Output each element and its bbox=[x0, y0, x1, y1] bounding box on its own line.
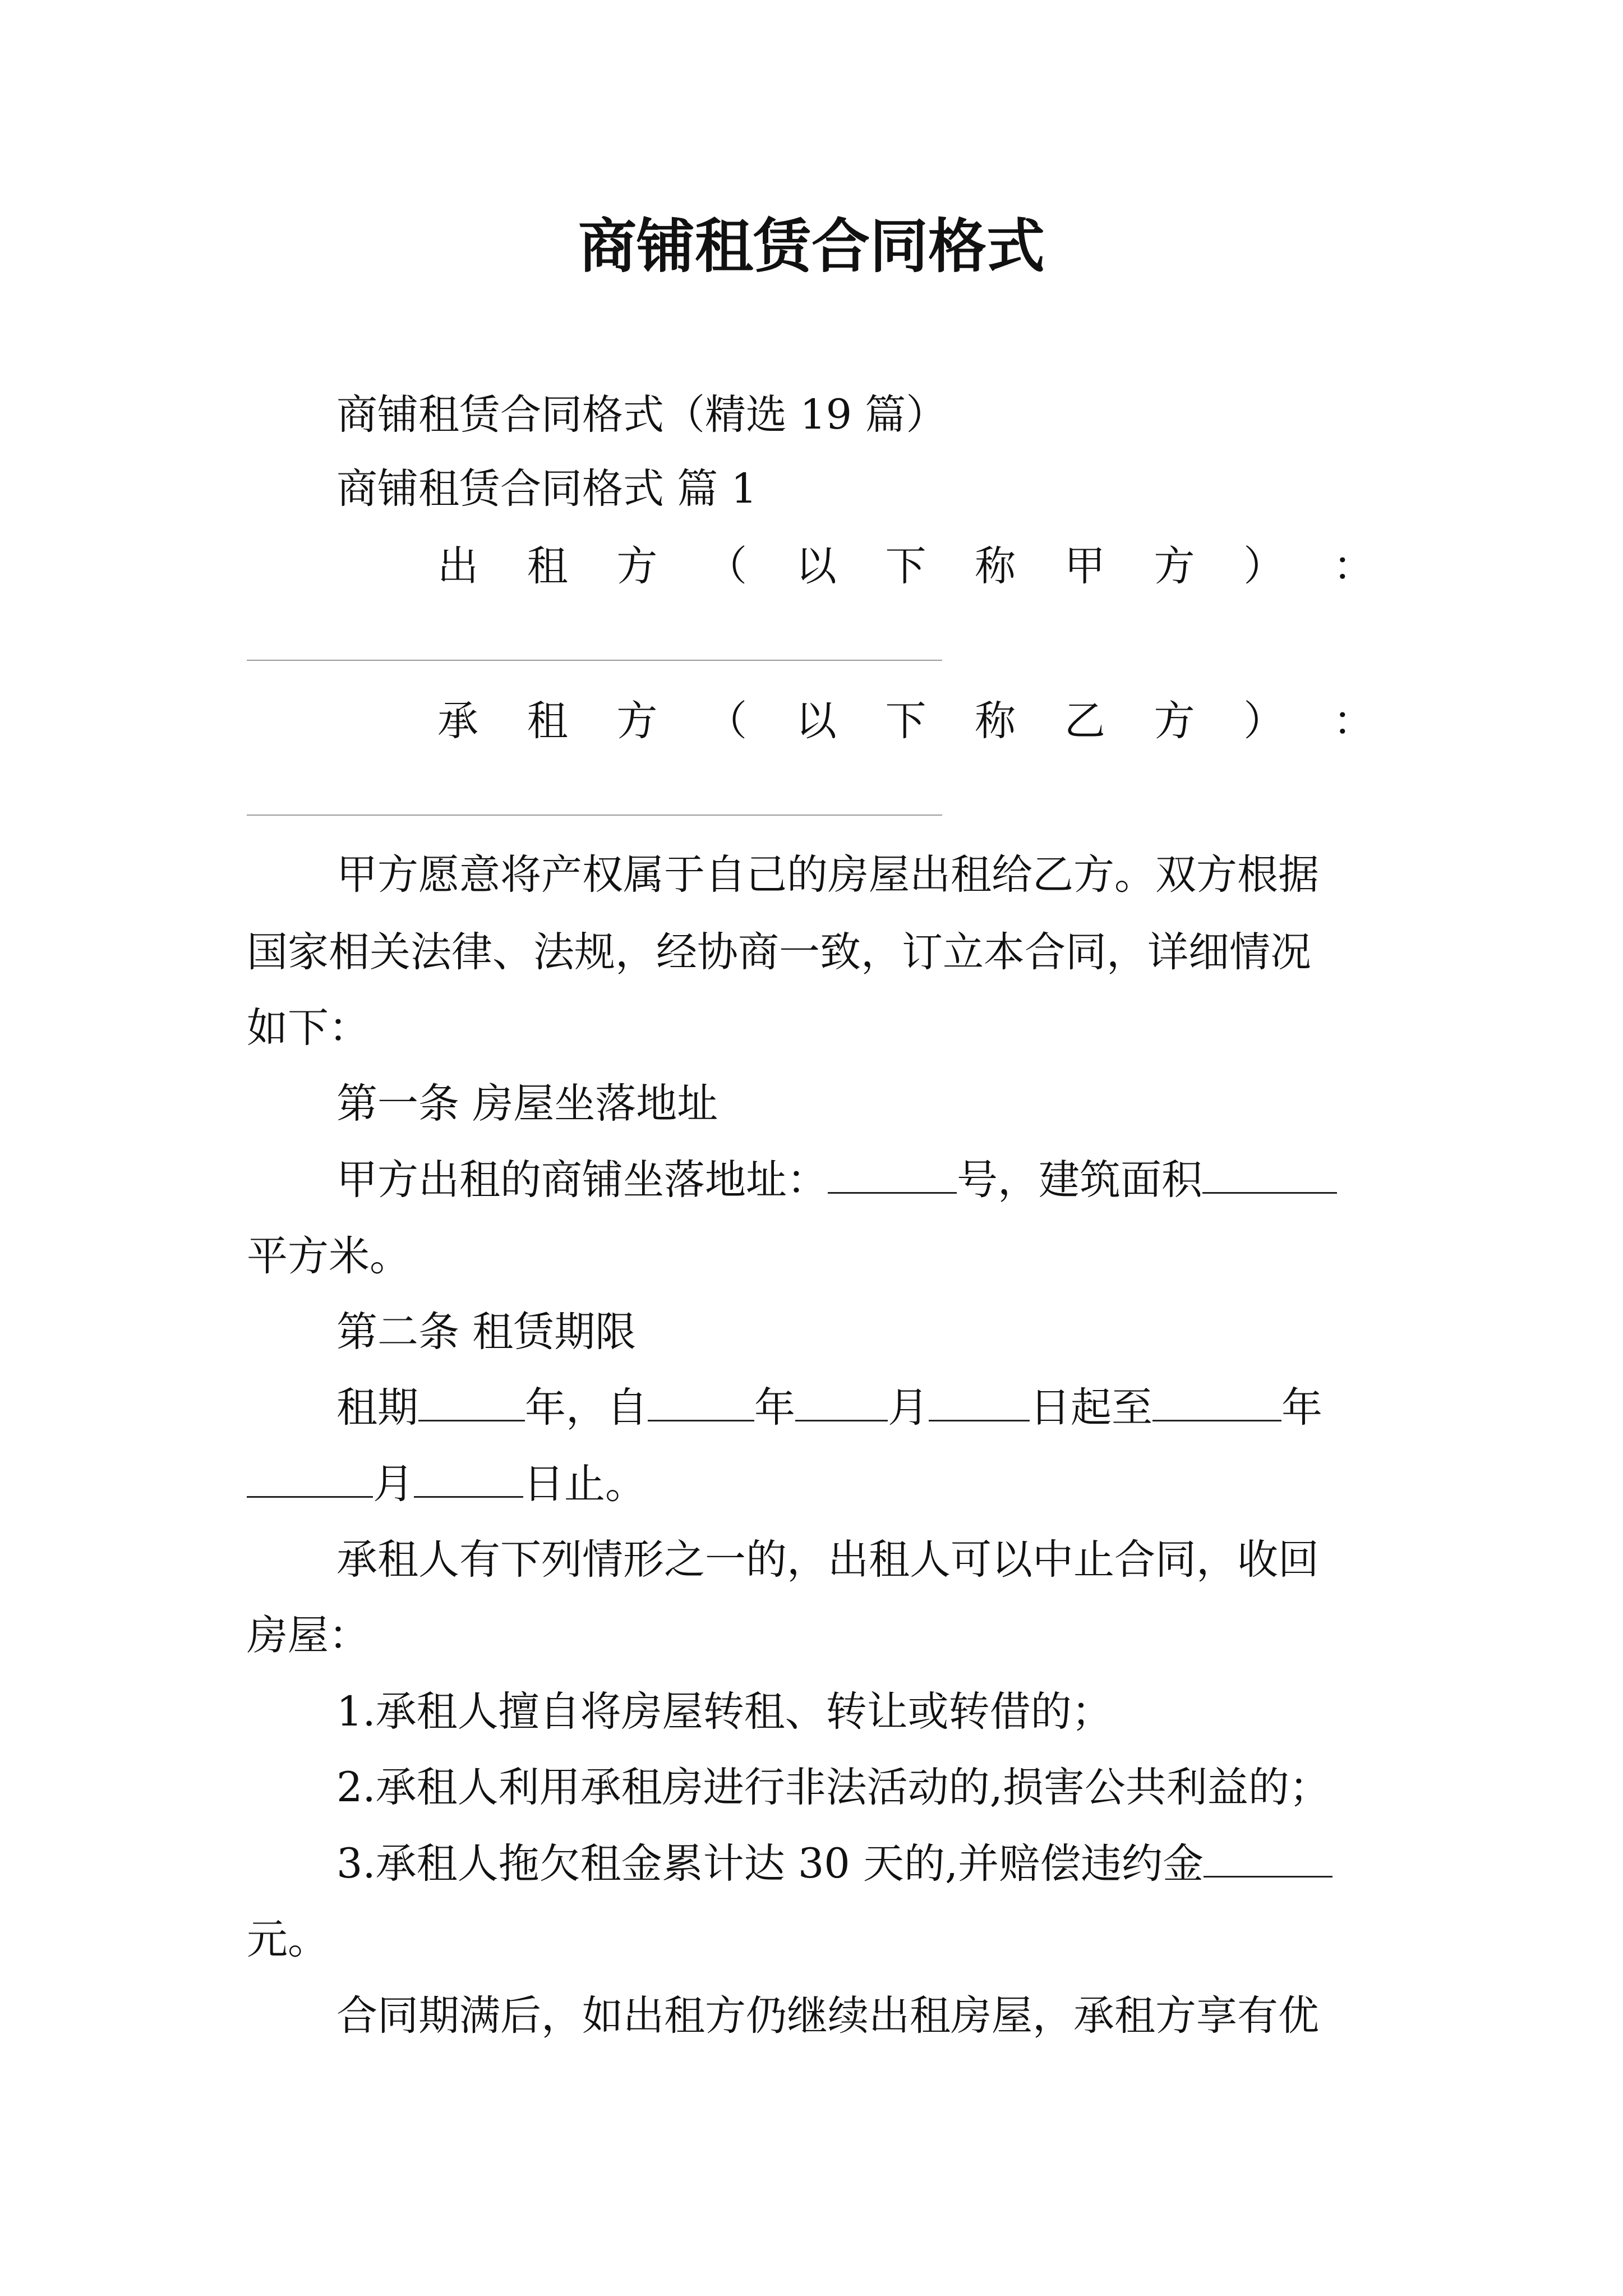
end-month-blank[interactable] bbox=[247, 1458, 373, 1498]
section-heading: 商铺租赁合同格式 篇 1 bbox=[336, 465, 757, 513]
document-title: 商铺租赁合同格式 bbox=[578, 212, 1045, 280]
lease-years-blank[interactable] bbox=[418, 1382, 525, 1421]
item-3: 3.承租人拖欠租金累计达 30 天的,并赔偿违约金 bbox=[336, 1836, 1374, 1892]
renewal-text: 合同期满后，如出租方仍继续出租房屋，承租方享有优 bbox=[336, 1992, 1319, 2040]
lessor-signature-line bbox=[247, 660, 942, 661]
article-1-title: 第一条 房屋坐落地址 bbox=[336, 1080, 718, 1128]
lessor-label: 出 租 方 （ 以 下 称 甲 方 ） ： bbox=[437, 542, 1374, 590]
article-2-text-cont: 月 日止。 bbox=[247, 1456, 1374, 1512]
item-1: 1.承租人擅自将房屋转租、转让或转借的； bbox=[336, 1688, 1113, 1736]
end-day-blank[interactable] bbox=[414, 1458, 523, 1498]
item-3-end: 元。 bbox=[247, 1916, 329, 1963]
article-1-text: 甲方出租的商铺坐落地址： 号，建筑面积 bbox=[336, 1152, 1374, 1208]
end-year-blank[interactable] bbox=[1152, 1382, 1281, 1421]
area-blank[interactable] bbox=[1202, 1154, 1337, 1194]
termination-intro-1: 承租人有下列情形之一的，出租人可以中止合同，收回 bbox=[336, 1536, 1319, 1584]
start-month-blank[interactable] bbox=[795, 1382, 888, 1421]
document-subtitle: 商铺租赁合同格式（精选 19 篇） bbox=[336, 391, 947, 439]
intro-line-1: 甲方愿意将产权属于自己的房屋出租给乙方。双方根据 bbox=[336, 851, 1319, 899]
lessee-label: 承 租 方 （ 以 下 称 乙 方 ） ： bbox=[437, 697, 1374, 745]
article-2-text: 租期 年，自 年 月 日起至 年 bbox=[336, 1380, 1374, 1436]
article-1-unit: 平方米。 bbox=[247, 1232, 411, 1280]
address-number-blank[interactable] bbox=[828, 1154, 957, 1194]
intro-line-2: 国家相关法律、法规，经协商一致，订立本合同，详细情况 bbox=[247, 928, 1311, 976]
penalty-blank[interactable] bbox=[1204, 1838, 1332, 1878]
start-day-blank[interactable] bbox=[929, 1382, 1030, 1421]
item-2: 2.承租人利用承租房进行非法活动的,损害公共利益的； bbox=[336, 1764, 1330, 1811]
intro-line-3: 如下： bbox=[247, 1004, 370, 1052]
lessee-signature-line bbox=[247, 815, 942, 816]
termination-intro-2: 房屋： bbox=[247, 1612, 370, 1659]
article-2-title: 第二条 租赁期限 bbox=[336, 1308, 637, 1356]
start-year-blank[interactable] bbox=[648, 1382, 754, 1421]
